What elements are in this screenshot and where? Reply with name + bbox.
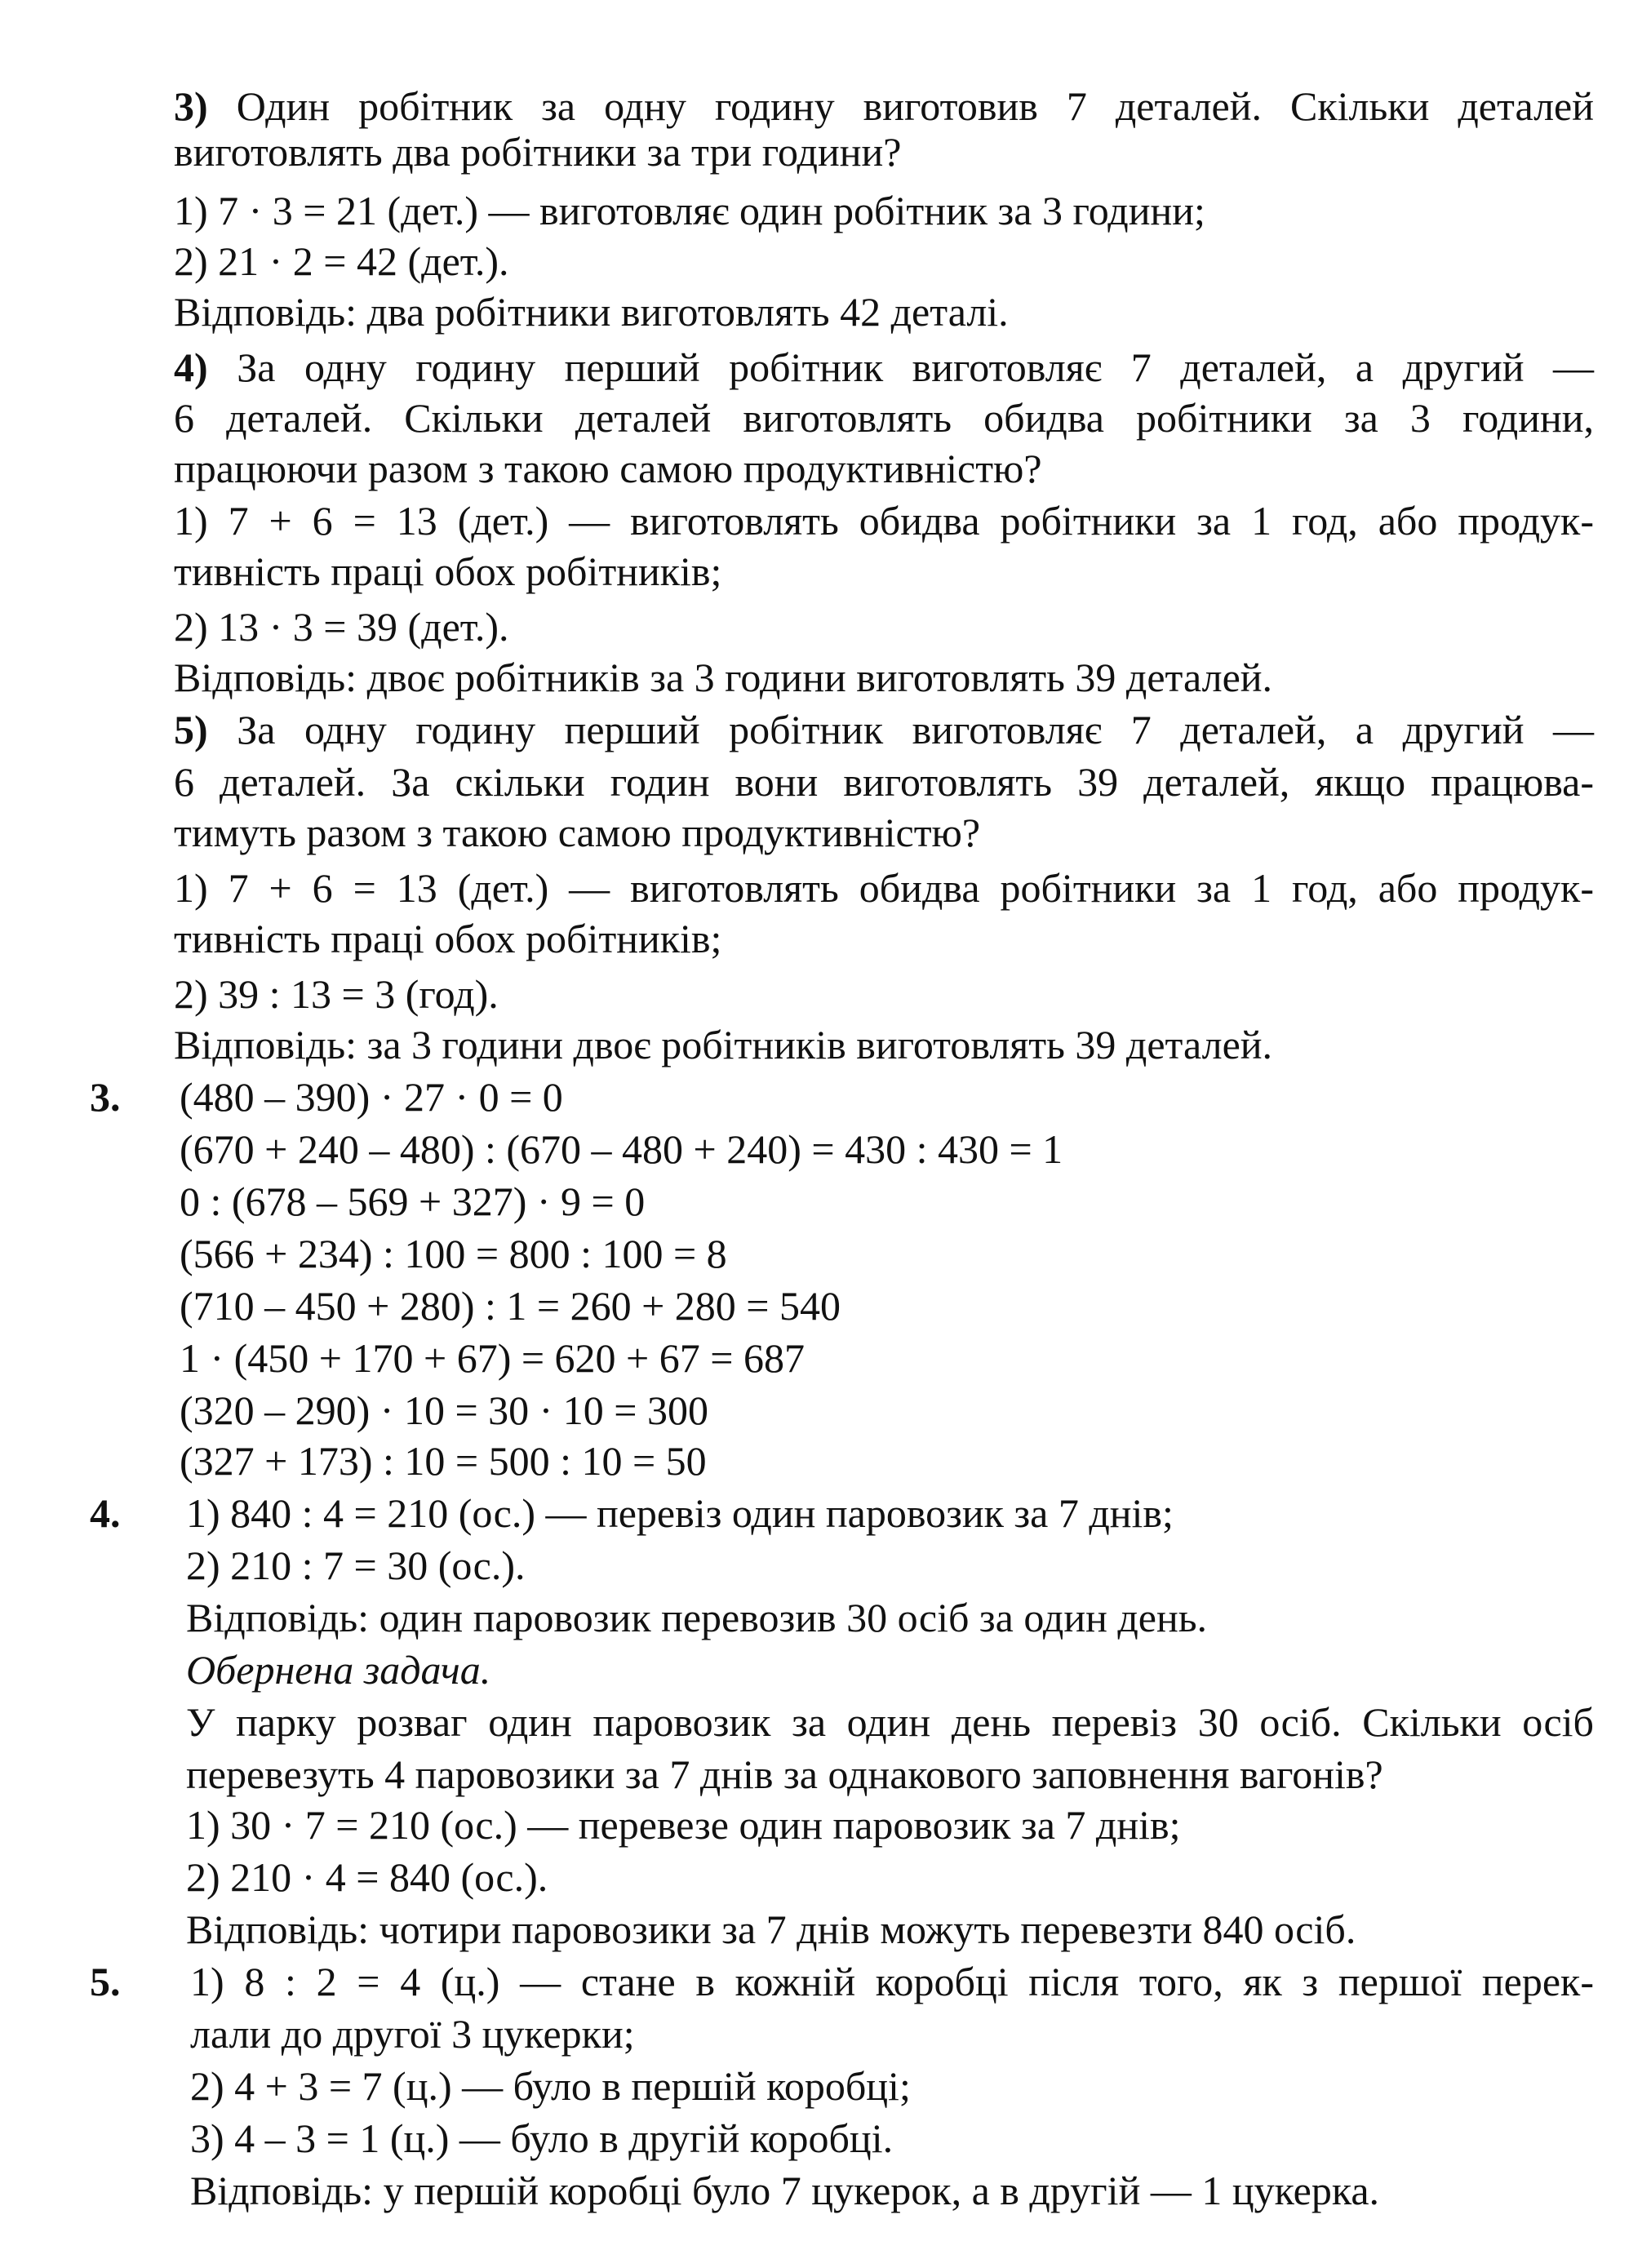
task5-condition-line1: [174, 707, 1594, 752]
task5-text-line1: За одну годину перший робітник виготовляє 7 деталей, а другий —: [237, 707, 1595, 752]
exercise3-expression: (710 – 450 + 280) : 1 = 260 + 280 = 540: [180, 1283, 841, 1329]
exercise5-step1a: 1) 8 : 2 = 4 (ц.) — стане в кожній коробці після того, як з першої перек-: [190, 1959, 1594, 2004]
task4-condition-line3: працюючи разом з такою самою продуктивністю?: [174, 446, 1042, 491]
task5-step1b: тивність праці обох робітників;: [174, 916, 722, 961]
exercise3-expression: (566 + 234) : 100 = 800 : 100 = 8: [180, 1231, 727, 1276]
task4-step1a: 1) 7 + 6 = 13 (дет.) — виготовлять обидва робітники за 1 год, або продук-: [174, 498, 1594, 544]
inverse-task-step1: 1) 30 · 7 = 210 (ос.) — перевезе один паровозик за 7 днів;: [186, 1802, 1181, 1848]
inverse-task-answer: Відповідь: чотири паровозики за 7 днів можуть перевезти 840 осіб.: [186, 1906, 1356, 1952]
task3-text-line1: Один робітник за одну годину виготовив 7 деталей. Скільки деталей: [236, 83, 1594, 129]
exercise3-expression: (670 + 240 – 480) : (670 – 480 + 240) = 430 : 430 = 1: [180, 1126, 1063, 1172]
exercise4-answer: Відповідь: один паровозик перевозив 30 осіб за один день.: [186, 1595, 1208, 1640]
task5-step2: 2) 39 : 13 = 3 (год).: [174, 971, 499, 1017]
task3-label: 3): [174, 83, 208, 129]
task4-condition-line1: [174, 344, 1594, 390]
exercise4-number: 4.: [90, 1490, 121, 1536]
task5-answer: Відповідь: за 3 години двоє робітників виготовлять 39 деталей.: [174, 1022, 1273, 1067]
task3-step1: 1) 7 · 3 = 21 (дет.) — виготовляє один робітник за 3 години;: [174, 188, 1205, 233]
inverse-task-step2: 2) 210 · 4 = 840 (ос.).: [186, 1854, 548, 1900]
inverse-task-line1: У парку розваг один паровозик за один день перевіз 30 осіб. Скільки осіб: [186, 1699, 1594, 1745]
exercise5-step3: 3) 4 – 3 = 1 (ц.) — було в другій коробці.: [190, 2115, 894, 2161]
exercise5-step1b: лали до другої 3 цукерки;: [190, 2011, 635, 2057]
task5-label: 5): [174, 707, 208, 752]
exercise3-expression: (320 – 290) · 10 = 30 · 10 = 300: [180, 1387, 708, 1433]
exercise3-expression: 0 : (678 – 569 + 327) · 9 = 0: [180, 1178, 646, 1224]
task3-answer: Відповідь: два робітники виготовлять 42 деталі.: [174, 289, 1009, 335]
exercise5-step2: 2) 4 + 3 = 7 (ц.) — було в першій коробці;: [190, 2063, 911, 2109]
task5-condition-line3: тимуть разом з такою самою продуктивністю?: [174, 810, 981, 855]
exercise3-number: 3.: [90, 1074, 121, 1120]
exercise5-number: 5.: [90, 1959, 121, 2004]
task4-step1b: тивність праці обох робітників;: [174, 548, 722, 594]
exercise3-expression: (327 + 173) : 10 = 500 : 10 = 50: [180, 1438, 707, 1484]
task4-text-line1: За одну годину перший робітник виготовляє 7 деталей, а другий —: [237, 344, 1595, 390]
task4-label: 4): [174, 344, 208, 390]
exercise4-step1: 1) 840 : 4 = 210 (ос.) — перевіз один паровозик за 7 днів;: [186, 1490, 1174, 1536]
task4-step2: 2) 13 · 3 = 39 (дет.).: [174, 604, 509, 650]
exercise5-answer: Відповідь: у першій коробці було 7 цукерок, а в другій — 1 цукерка.: [190, 2168, 1380, 2213]
task4-condition-line2: 6 деталей. Скільки деталей виготовлять обидва робітники за 3 години,: [174, 395, 1594, 441]
task5-step1a: 1) 7 + 6 = 13 (дет.) — виготовлять обидва робітники за 1 год, або продук-: [174, 865, 1594, 911]
exercise3-expression: (480 – 390) · 27 · 0 = 0: [180, 1074, 563, 1120]
task5-condition-line2: 6 деталей. За скільки годин вони виготовлять 39 деталей, якщо працюва-: [174, 759, 1594, 805]
exercise4-step2: 2) 210 : 7 = 30 (ос.).: [186, 1542, 526, 1588]
task4-answer: Відповідь: двоє робітників за 3 години виготовлять 39 деталей.: [174, 655, 1273, 700]
task3-step2: 2) 21 · 2 = 42 (дет.).: [174, 238, 509, 284]
task3-condition-line2: виготовлять два робітники за три години?: [174, 129, 902, 175]
inverse-task-title: Обернена задача.: [186, 1647, 491, 1693]
task3-condition-line1: [174, 83, 1594, 129]
exercise3-expression: 1 · (450 + 170 + 67) = 620 + 67 = 687: [180, 1335, 805, 1381]
inverse-task-line2: перевезуть 4 паровозики за 7 днів за однакового заповнення вагонів?: [186, 1751, 1383, 1797]
